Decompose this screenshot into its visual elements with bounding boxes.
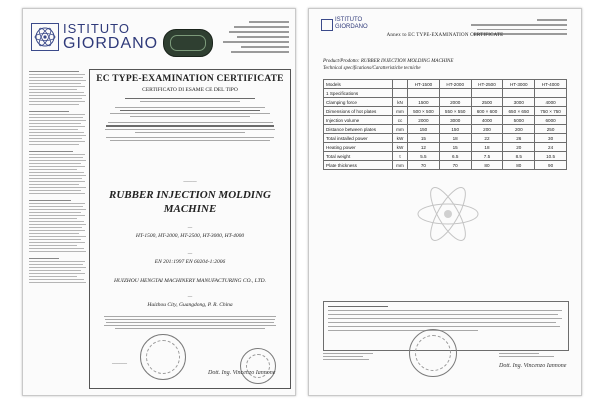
institute-logo-icon: [321, 19, 333, 31]
table-row: [324, 125, 567, 134]
table-cell: kN: [393, 98, 408, 107]
table-header-cell: [393, 80, 408, 89]
certificate-legal-text: [104, 316, 276, 331]
table-cell: kW: [393, 134, 408, 143]
table-row: [324, 134, 567, 143]
models-list: HT-1500, HT-2000, HT-2500, HT-3000, HT-4000: [135, 233, 245, 239]
table-cell: 22: [471, 134, 503, 143]
table-cell: mm: [393, 107, 408, 116]
product-caption: ———: [183, 180, 197, 185]
table-row: [324, 161, 567, 170]
table-cell: Heating power: [324, 143, 393, 152]
table-header-cell: Models: [324, 80, 393, 89]
table-cell: 3000: [503, 98, 535, 107]
certificate-body: [89, 69, 291, 389]
table-cell: 18: [439, 134, 471, 143]
table-cell: t: [393, 152, 408, 161]
table-cell: 6.5: [439, 152, 471, 161]
models-caption: —: [187, 226, 193, 231]
table-cell: 750 × 750: [535, 107, 567, 116]
table-cell: 1 Specifications: [324, 89, 393, 98]
table-cell: 150: [439, 125, 471, 134]
table-cell: 2000: [408, 116, 440, 125]
table-cell: 12: [408, 143, 440, 152]
table-cell: 5.5: [408, 152, 440, 161]
brand-line-1: ISTITUTO: [63, 21, 130, 36]
table-cell: 7.5: [471, 152, 503, 161]
annex-spec-line: Technical specifications/Caratteristiche tecniche: [323, 66, 421, 71]
table-cell: 70: [439, 161, 471, 170]
table-row: [324, 116, 567, 125]
atom-watermark-icon: [413, 179, 483, 249]
table-cell: [393, 89, 408, 98]
certificate-title: EC TYPE-EXAMINATION CERTIFICATE: [96, 74, 284, 84]
table-cell: 70: [408, 161, 440, 170]
annex-product-line: Product/Prodotto: RUBBER INJECTION MOLDING MACHINE: [323, 59, 454, 64]
table-cell: 10.5: [535, 152, 567, 161]
table-row: [324, 107, 567, 116]
table-cell: 600 × 600: [471, 107, 503, 116]
official-stamp-icon: [140, 334, 186, 380]
table-row: [324, 89, 567, 98]
certificate-page: [22, 8, 296, 396]
table-cell: 80: [503, 161, 535, 170]
brand-line-2: GIORDANO: [63, 35, 159, 52]
certificate-subtitle: CERTIFICATO DI ESAME CE DEL TIPO: [142, 87, 238, 93]
table-cell: Distance between plates: [324, 125, 393, 134]
table-cell: 15: [408, 134, 440, 143]
product-name: RUBBER INJECTION MOLDING MACHINE: [109, 189, 271, 215]
table-cell: [439, 89, 471, 98]
table-row: [324, 143, 567, 152]
standards-list: EN 201:1997 EN 60204-1:2006: [154, 259, 226, 265]
signature-name: Dott. Ing. Vincenzo Iannone: [208, 370, 276, 376]
table-cell: kW: [393, 143, 408, 152]
table-cell: 500 × 500: [408, 107, 440, 116]
side-info-column: [29, 71, 87, 381]
table-cell: 150: [408, 125, 440, 134]
specifications-table: [323, 79, 567, 170]
table-header-cell: HT-2000: [439, 80, 471, 89]
table-cell: 5000: [503, 116, 535, 125]
table-cell: 2500: [471, 98, 503, 107]
table-cell: 30: [535, 134, 567, 143]
table-cell: 8.5: [503, 152, 535, 161]
table-cell: Plate thickness: [324, 161, 393, 170]
standards-caption: —: [187, 252, 193, 257]
table-cell: 18: [471, 143, 503, 152]
table-cell: 4000: [535, 98, 567, 107]
table-cell: Total installed power: [324, 134, 393, 143]
table-cell: Dimensions of hot plates: [324, 107, 393, 116]
annex-footer-right: [499, 353, 567, 369]
address-caption: —: [187, 295, 193, 300]
table-cell: 24: [535, 143, 567, 152]
signature-block-left: ______: [112, 360, 127, 365]
table-cell: 6000: [535, 116, 567, 125]
table-cell: 550 × 550: [439, 107, 471, 116]
table-cell: 20: [503, 143, 535, 152]
official-stamp-icon: [409, 329, 457, 377]
table-cell: 15: [439, 143, 471, 152]
table-cell: 650 × 650: [503, 107, 535, 116]
table-row: [324, 152, 567, 161]
table-cell: 80: [471, 161, 503, 170]
table-cell: mm: [393, 161, 408, 170]
accreditation-badge-icon: [163, 29, 213, 57]
table-cell: [503, 89, 535, 98]
manufacturer-name: HUIZHOU HENGTAI MACHINERY MANUFACTURING CO., LTD.: [113, 278, 267, 284]
table-cell: 2000: [439, 98, 471, 107]
table-cell: 4000: [471, 116, 503, 125]
header-contact-block: [219, 21, 289, 56]
table-cell: Clamping force: [324, 98, 393, 107]
table-header-cell: HT-4000: [535, 80, 567, 89]
annex-footer-left: [323, 353, 373, 362]
table-cell: 26: [503, 134, 535, 143]
table-header-row: [324, 80, 567, 89]
seal-stamp-icon: [240, 348, 276, 384]
table-cell: [471, 89, 503, 98]
table-cell: 200: [471, 125, 503, 134]
table-header-cell: HT-2500: [471, 80, 503, 89]
table-cell: 250: [535, 125, 567, 134]
table-header-cell: HT-1500: [408, 80, 440, 89]
certificate-intro-text: [104, 98, 276, 143]
table-cell: [408, 89, 440, 98]
table-cell: 90: [535, 161, 567, 170]
table-cell: 200: [503, 125, 535, 134]
table-header-cell: HT-3000: [503, 80, 535, 89]
table-cell: mm: [393, 125, 408, 134]
annex-page: [308, 8, 582, 396]
table-cell: Total weight: [324, 152, 393, 161]
table-cell: [535, 89, 567, 98]
table-cell: 3000: [439, 116, 471, 125]
annex-brand: ISTITUTO GIORDANO: [335, 17, 368, 30]
manufacturer-address: Huizhou City, Guangdong, P. R. China: [147, 302, 233, 308]
table-cell: Injection volume: [324, 116, 393, 125]
signature-name: Dott. Ing. Vincenzo Iannone: [499, 363, 567, 369]
table-row: [324, 98, 567, 107]
annex-title: Annex to EC TYPE-EXAMINATION CERTIFICATE: [386, 33, 504, 38]
table-cell: 1500: [408, 98, 440, 107]
table-cell: cc: [393, 116, 408, 125]
institute-logo-icon: [31, 23, 59, 51]
